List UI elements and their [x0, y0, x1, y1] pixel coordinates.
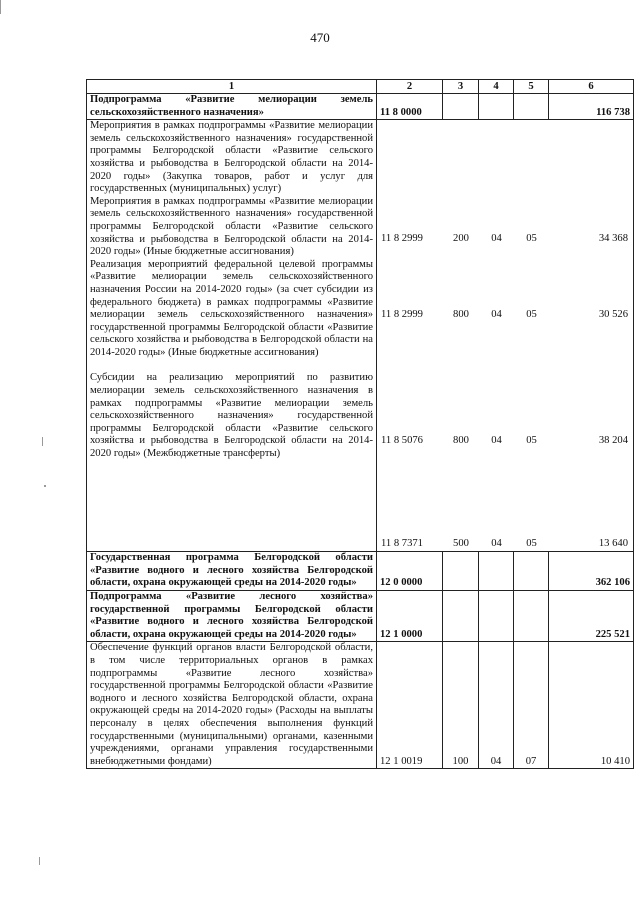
subsection: 05 — [526, 537, 537, 549]
target-code: 11 8 7371 — [381, 537, 423, 549]
section — [479, 590, 514, 641]
table-header-row — [87, 80, 634, 94]
column-header: 3 — [443, 80, 479, 94]
row-description: Государственная программа Белгородской области «Развитие водного и лесного хозяйства Белгородской области, охрана окружающей среды на 2014-2020 годы» — [87, 552, 377, 591]
amount: 34 368 — [598, 232, 628, 244]
table-row — [87, 94, 634, 120]
section: 04 — [491, 308, 502, 320]
amount: 13 640 — [598, 537, 628, 549]
entry-text: Мероприятия в рамках подпрограммы «Развитие мелиорации земель сельскохозяйственного назначения» государственной программы Белгородской области «Развитие сельского хозяйства и рыбоводства в Белгородской области на 2014-2020 годы» (Закупка товаров, работ и услуг для государственных (муниципальных) услуг) — [90, 120, 373, 195]
table-row — [87, 642, 634, 769]
subsection: 05 — [526, 308, 537, 320]
amount: 116 738 — [549, 94, 634, 120]
column-header: 4 — [479, 80, 514, 94]
entry-text: Реализация мероприятий федеральной целевой программы «Развитие мелиорации земель сельскохозяйственного назначения России на 2014-2020 годы» (за счет субсидии из федерального бюджета) в рамках подпрограммы «Развитие мелиорации земель сельскохозяйственного назначения» государственной программы Белгородской области «Развитие сельского хозяйства и рыбоводства в Белгородской области на 2014-2020 годы» (Иные бюджетные ассигнования) — [90, 258, 373, 358]
scan-mark — [0, 0, 1, 14]
scan-mark — [39, 857, 40, 865]
target-code: 12 1 0019 — [377, 642, 443, 769]
expense-type: 100 — [443, 642, 479, 769]
row-description — [87, 120, 377, 552]
target-code: 12 1 0000 — [377, 590, 443, 641]
expense-type: 800 — [453, 434, 469, 446]
section — [479, 94, 514, 120]
table-row — [87, 590, 634, 641]
spacer — [90, 359, 373, 372]
subsection: 07 — [514, 642, 549, 769]
amount: 38 204 — [598, 434, 628, 446]
target-code: 11 8 2999 — [381, 308, 423, 320]
budget-table — [86, 79, 634, 769]
subsection — [514, 94, 549, 120]
page-number: 470 — [310, 30, 330, 45]
scan-mark — [42, 437, 43, 446]
entry-text: Субсидии на реализацию мероприятий по развитию мелиорации земель сельскохозяйственного назначения в рамках подпрограммы «Развитие мелиорации земель сельскохозяйственного назначения» государственной программы Белгородской области «Развитие сельского хозяйства и рыбоводства в Белгородской области на 2014-2020 годы» (Межбюджетные трансферты) — [90, 372, 373, 460]
section: 04 — [491, 232, 502, 244]
row-description: Обеспечение функций органов власти Белгородской области, в том числе территориальных органов в рамках подпрограммы «Развитие лесного хозяйства» государственной программы Белгородской области «Развитие водного и лесного хозяйства Белгородской области, охрана окружающей среды на 2014-2020 годы» (Расходы на выплаты персоналу в целях обеспечения выполнения функций государственными (муниципальными) органами, казенными учреждениями, органами управления государственными внебюджетными фондами) — [87, 642, 377, 769]
amount: 30 526 — [598, 308, 628, 320]
row-description: Подпрограмма «Развитие лесного хозяйства» государственной программы Белгородской области «Развитие водного и лесного хозяйства Белгородской области, охрана окружающей среды на 2014-2020 годы» — [87, 590, 377, 641]
expense-type: 800 — [453, 308, 469, 320]
entry-values-table — [377, 120, 634, 551]
subsection — [514, 590, 549, 641]
column-header: 2 — [377, 80, 443, 94]
target-code: 11 8 2999 — [381, 232, 423, 244]
target-code: 12 0 0000 — [377, 552, 443, 591]
expense-type — [443, 94, 479, 120]
expense-type — [443, 590, 479, 641]
entry-values — [377, 120, 634, 552]
subsection: 05 — [526, 434, 537, 446]
section: 04 — [491, 434, 502, 446]
amount: 10 410 — [549, 642, 634, 769]
table-row — [87, 120, 634, 552]
expense-type: 200 — [453, 232, 469, 244]
entry-text: Мероприятия в рамках подпрограммы «Развитие мелиорации земель сельскохозяйственного назначения» государственной программы Белгородской области «Развитие сельского хозяйства и рыбоводства в Белгородской области на 2014-2020 годы» (Иные бюджетные ассигнования) — [90, 195, 373, 258]
section: 04 — [491, 537, 502, 549]
amount: 225 521 — [549, 590, 634, 641]
column-header: 6 — [549, 80, 634, 94]
column-header: 1 — [87, 80, 377, 94]
expense-type — [443, 552, 479, 591]
column-header: 5 — [514, 80, 549, 94]
target-code: 11 8 5076 — [381, 434, 423, 446]
target-code: 11 8 0000 — [377, 94, 443, 120]
scan-mark — [44, 485, 46, 487]
section — [479, 552, 514, 591]
amount: 362 106 — [549, 552, 634, 591]
subsection — [514, 552, 549, 591]
section: 04 — [479, 642, 514, 769]
table-row — [87, 552, 634, 591]
row-description: Подпрограмма «Развитие мелиорации земель сельскохозяйственного назначения» — [87, 94, 377, 120]
expense-type: 500 — [453, 537, 469, 549]
subsection: 05 — [526, 232, 537, 244]
